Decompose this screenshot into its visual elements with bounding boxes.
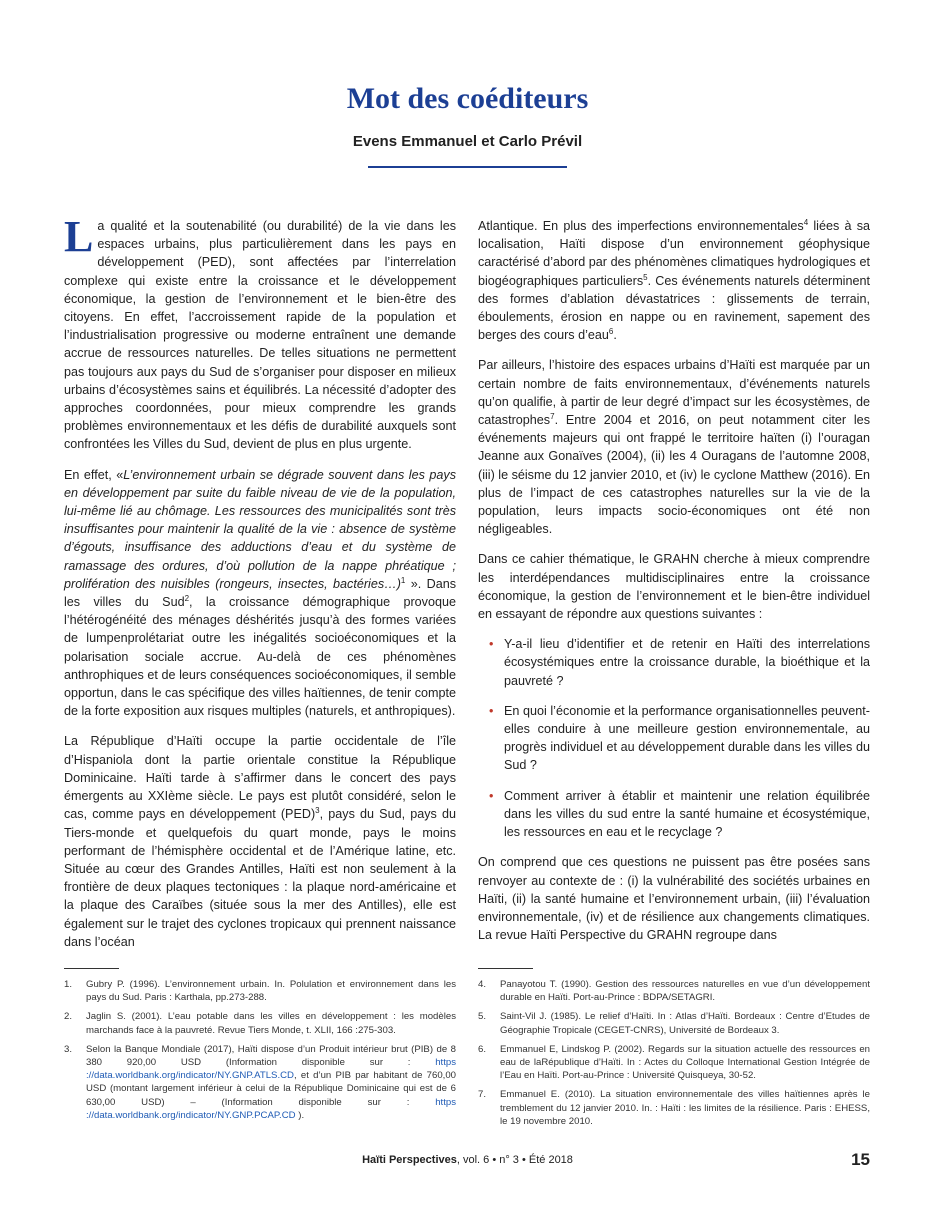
- title-divider: [368, 166, 567, 168]
- footnote-3-text-b: , et d’un PIB par habitant de 760,00 USD (montant largement inférieur à celui de la République Dominicaine qui est de 6 630,00 USD) – (Information disponible sur :: [86, 1070, 456, 1108]
- footnote-text: Saint-Vil J. (1985). Le relief d’Haïti. In : Atlas d’Haïti. Bordeaux : Centre d’Etudes de Géographie Tropicale (CEGET-CNRS), Université de Bordeaux 3.: [500, 1011, 870, 1036]
- paragraph-atlantique-d: .: [613, 328, 617, 343]
- article-title: Mot des coéditeurs: [346, 82, 589, 115]
- paragraph-haiti: [64, 732, 456, 950]
- paragraph-atlantique-b: liées à sa localisation, Haïti dispose d’un environnement géophysique caractérisé d’abord par des phénomènes climatiques hydrologiques et biogéographiques particuliers: [478, 219, 870, 288]
- paragraph-haiti-b: , pays du Sud, pays du Tiers-monde et quelquefois du quart monde, pays le moins performant de l’hémisphère occidental et de l’Amérique latine, etc. Située au cœur des Grandes Antilles, Haïti est non seulement à la frontière de deux plaques tectoniques : la plaque nord-américaine et la plaque des Caraïbes (située sous la mer des Antilles), elle est également sur le trajet des cyclones tropicaux qui prennent naissance dans l’océan: [64, 807, 456, 949]
- footnote-2: [64, 1010, 456, 1036]
- paragraph-intro: [64, 212, 456, 454]
- footnote-ref-2[interactable]: 2: [184, 593, 190, 603]
- footnote-number: 7.: [478, 1089, 487, 1101]
- paragraph-histoire-b: . Entre 2004 et 2016, on peut notamment citer les événements majeurs qui ont frappé le territoire haïten (i) l’ouragan Jeanne aux Gonaïves (2004), (ii) les 4 Ouragans de l’automne 2008, (iii) le séisme du 12 janvier 2010, et (iv) le cyclone Matthew (2016). En plus de l’impact de ces catastrophes naturelles sur la vie de la population, leurs impacts socio-économiques ont été non négligeables.: [478, 413, 870, 537]
- footnote-divider-right: [478, 968, 533, 969]
- issue-info: , vol. 6 • n° 3 • Été 2018: [456, 1154, 573, 1166]
- footnote-text: Panayotou T. (1990). Gestion des ressources naturelles en vue d’un développement durable en Haïti. Port-au-Prince : BDPA/SETAGRI.: [500, 979, 870, 1004]
- article-authors: Evens Emmanuel et Carlo Prévil: [352, 133, 583, 150]
- footnote-text: Emmanuel E. (2010). La situation environnementale des villes haïtiennes après le tremblement du 12 janvier 2010. In. : Haïti : les limites de la résilience. Paris : EHESS, le 19 novembre 2010.: [500, 1089, 870, 1127]
- footnote-6: [478, 1043, 870, 1083]
- worldbank-pcap-link[interactable]: https ://data.worldbank.org/indicator/NY.GNP.PCAP.CD: [86, 1096, 456, 1121]
- page-footer: [0, 1154, 935, 1166]
- right-column: [478, 217, 870, 956]
- quote-continuation: ». Dans les villes du Sud: [64, 576, 457, 610]
- footnote-7: [478, 1088, 870, 1128]
- paragraph-cahier: Dans ce cahier thématique, le GRAHN cherche à mieux comprendre les interdépendances multidisciplinaires entre la croissance économique, la gestion de l’environnement et le bien-être individuel en essayant de répondre aux questions suivantes :: [478, 552, 870, 622]
- footnote-3-text-a: Selon la Banque Mondiale (2017), Haïti dispose d’un Produit intérieur brut (PIB) de 8 380 920,00 USD (Information disponible sur :: [86, 1043, 456, 1069]
- paragraph-atlantique: [478, 217, 870, 344]
- footnote-number: 5.: [478, 1011, 487, 1023]
- footnote-number: 6.: [478, 1043, 487, 1055]
- footnote-3-text-c: ).: [295, 1109, 305, 1121]
- question-item: • Y-a-il lieu d’identifier et de retenir en Haïti des interrelations écosystémiques entre la croissance durable, la bioéthique et la pauvreté ?: [504, 635, 870, 690]
- footnote-ref-6[interactable]: 6: [608, 327, 614, 337]
- drop-cap: L: [64, 212, 94, 261]
- question-list: [478, 635, 870, 841]
- paragraph-histoire-a: Par ailleurs, l’histoire des espaces urbains d’Haïti est marquée par un certain nombre de faits environnementaux, d’événements naturels qu’on qualifie, à partir de leur degré d’impact sur les écosystèmes, de catastrophes: [478, 358, 870, 428]
- question-item: • En quoi l’économie et la performance organisationnelles peuvent-elles conduire à une meilleure gestion environnementale, au progrès individuel et au développement durable dans les villes du Sud ?: [504, 702, 870, 775]
- quote-text: L’environnement urbain se dégrade souvent dans les pays en développement par suite du faible niveau de vie de la population, lui-même lié au chômage. Les ressources des municipalités sont très insuffisantes pour maintenir la qualité de la vie : absence de système d’égouts, insuffisance des adductions d’eau et du système de ramassage des ordures, d’où pollution de la nappe phréatique ; prolifération des nuisibles (rongeurs, insectes, bactéries…): [64, 467, 456, 591]
- paragraph-haiti-a: La République d’Haïti occupe la partie occidentale de l’île d’Hispaniola dont la partie orientale constitue la République Dominicaine. Haïti tarde à s’affirmer dans le concert des pays émergents au XXIème siècle. Le pays est plutôt considéré, selon le cas, comme pays en développement (PED): [64, 734, 456, 822]
- paragraph-atlantique-c: . Ces événements naturels déterminent des formes d’ablation dévastatrices : glissements de terrain, éboulements, érosion en nappe ou en ravinement, sapement des berges des cours d’eau: [478, 273, 870, 343]
- paragraph-quote: [64, 466, 456, 721]
- footnote-number: 2.: [64, 1011, 73, 1023]
- footnote-text: Gubry P. (1996). L’environnement urbain. In. Polulation et environnement dans les pays du Sud. Paris : Karthala, pp.273-288.: [86, 979, 456, 1004]
- footnotes-right: [478, 978, 870, 1134]
- paragraph-contexte: On comprend que ces questions ne puissent pas être posées sans renvoyer au contexte de : (i) la vulnérabilité des sociétés urbaines en Haïti, (ii) la santé humaine et l’environnement urbain, (iii) l’évaluation environnementale, (iv) et de résilience aux changements climatiques. La revue Haïti Perspective du GRAHN regroupe dans: [478, 855, 870, 943]
- paragraph-quote-rest: , la croissance démographique provoque l’hétérogénéité des ménages déshérités jusqu’à des formes variées de lumpenprolétariat outre les inégalités socioéconomiques et la polarisation sociale accrue. Au-delà de ces phénomènes anthrophiques et de leurs conséquences socioéconomiques, il semble opportun, dans le cas spécifique des villes haïtiennes, de tenir compte de la forte exposition aux risques multiples (naturels, et anthropiques).: [64, 595, 456, 719]
- footnote-divider-left: [64, 968, 119, 969]
- footnote-number: 1.: [64, 979, 73, 990]
- question-item: • Comment arriver à établir et maintenir une relation équilibrée dans les villes du sud entre la santé humaine et écosystémique, les ressources en eau et le recyclage ?: [504, 787, 870, 842]
- footnotes-left: [64, 978, 456, 1128]
- footnote-ref-5[interactable]: 5: [643, 272, 648, 282]
- footnote-1: [64, 978, 456, 1004]
- left-column: [64, 212, 457, 963]
- footnote-text: [86, 1043, 456, 1122]
- footnote-ref-3[interactable]: 3: [315, 806, 320, 816]
- footnote-number: 4.: [478, 979, 487, 990]
- paragraph-histoire: [478, 356, 870, 538]
- footnote-number: 3.: [64, 1043, 73, 1055]
- footnote-text: Jaglin S. (2001). L’eau potable dans les villes en développement : les modèles marchands face à la pauvreté. Revue Tiers Monde, t. XLII, 166 :275-303.: [86, 1011, 456, 1036]
- footnote-ref-7[interactable]: 7: [550, 411, 555, 421]
- footnote-ref-4[interactable]: 4: [803, 217, 809, 227]
- quote-lead: En effet, «: [64, 467, 124, 482]
- footnote-5: [478, 1010, 870, 1036]
- footnote-text: Emmanuel E, Lindskog P. (2002). Regards sur la situation actuelle des ressources en eau de laRépublique d’Haïti. In : Actes du Colloque International Gestion Intégrée de l’Eau en Haïti. Port-au-Prince : Université Quisqueya, 30-52.: [500, 1043, 870, 1082]
- footnote-ref-1[interactable]: 1: [400, 575, 406, 585]
- worldbank-gnp-link[interactable]: https ://data.worldbank.org/indicator/NY.GNP.ATLS.CD: [86, 1057, 456, 1082]
- footnote-4: [478, 978, 870, 1004]
- footnote-3: [64, 1043, 456, 1122]
- paragraph-intro-text: a qualité et la soutenabilité (ou durabilité) de la vie dans les espaces urbains, plus particulièrement dans les pays en développement (PED), sont affectées par l’interrelation complexe qui existe entre la croissance et le développement économique, la gestion de l’environnement et le bien-être des citoyens. En effet, l’accroissement rapide de la population et l’industrialisation progressive ou moderne entraînent une demande accrue de ressources naturelles. De telles situations ne permettent pas toujours aux pays du Sud de s’organiser pour disposer en milieux urbains d’écosystèmes sains et équilibrés. La nécessité d’adopter des approches coordonnées, pour mieux comprendre les grands problèmes environnementaux et les défis de durabilité auxquels sont confrontées les Villes du Sud, devient de plus en plus urgente.: [64, 219, 456, 452]
- paragraph-atlantique-a: Atlantique. En plus des imperfections environnementales: [478, 219, 804, 233]
- page-number: 15: [851, 1150, 870, 1169]
- journal-name: Haïti Perspectives: [362, 1154, 457, 1166]
